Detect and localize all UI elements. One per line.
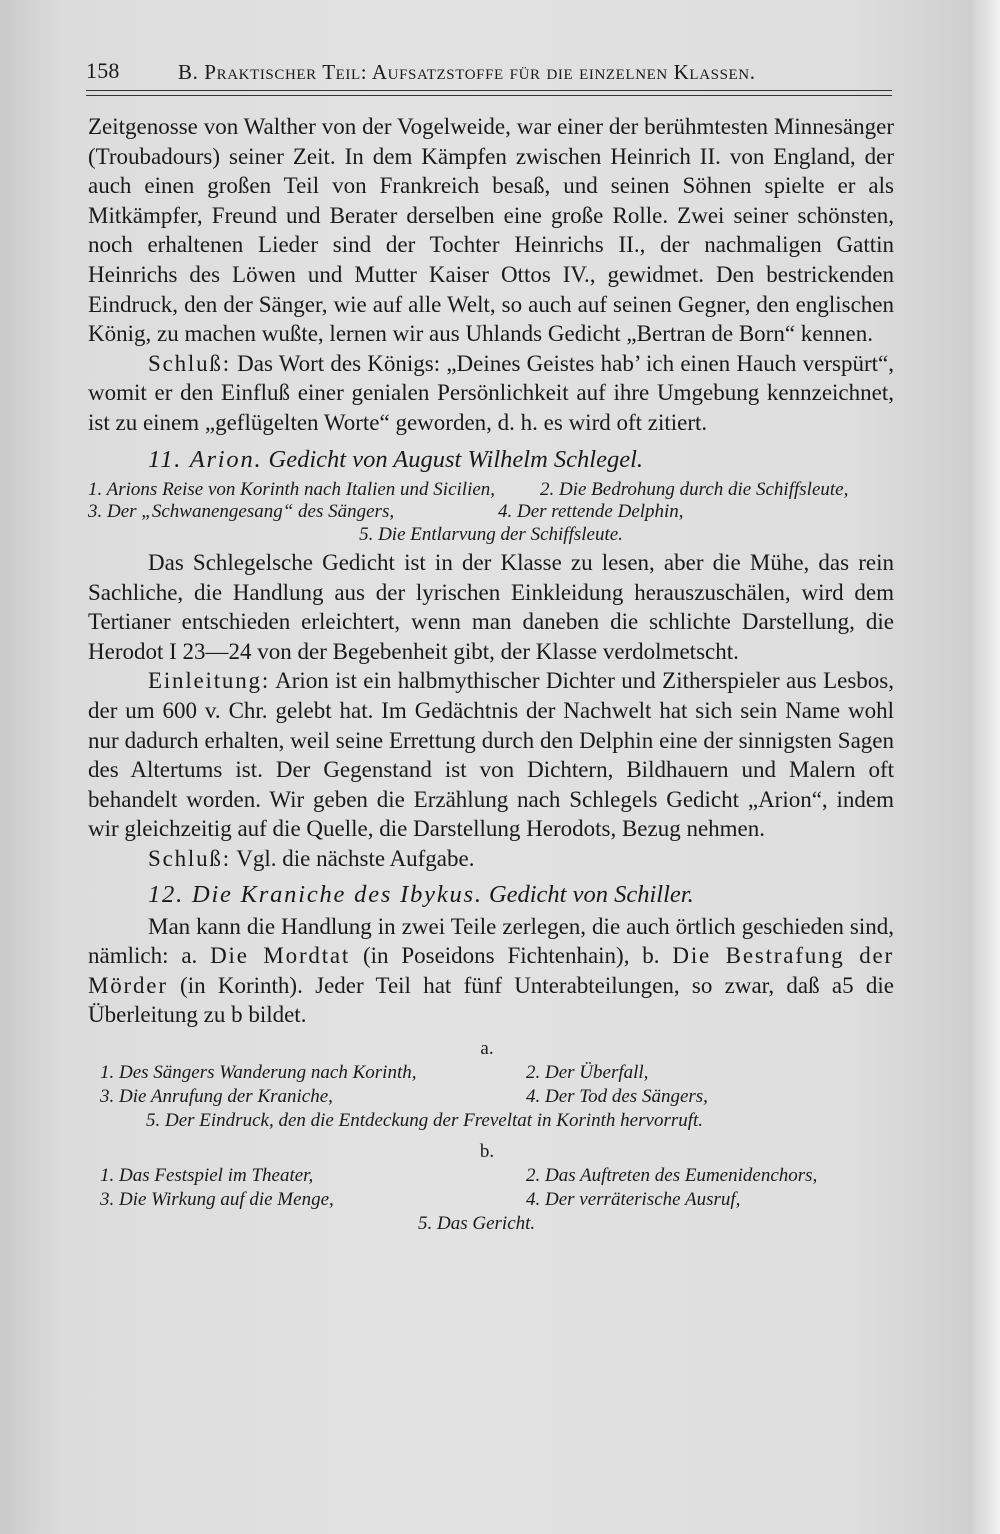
- outline-item: 1. Das Festspiel im Theater,: [100, 1164, 314, 1186]
- paragraph-ibykus: [88, 912, 894, 1030]
- outline-item: 3. Die Anrufung der Kraniche,: [100, 1085, 333, 1107]
- outline-item: 3. Die Wirkung auf die Menge,: [100, 1188, 334, 1210]
- running-title: B. Praktischer Teil: Aufsatzstoffe für die einzelnen Klassen.: [178, 60, 756, 84]
- outline-item: 2. Die Bedrohung durch die Schiffsleute,: [540, 478, 849, 500]
- schluss-label: Schluß:: [148, 845, 231, 871]
- page-header: [86, 58, 896, 92]
- outline-arion: [88, 479, 894, 547]
- einleitung-label: Einleitung:: [148, 668, 271, 694]
- ibykus-text: Man kann die Handlung in zwei Teile zerlegen, die auch örtlich geschieden sind, nämlich: a.: [88, 913, 894, 969]
- page-number: 158: [86, 58, 120, 83]
- paragraph-schluss-1: [88, 349, 894, 438]
- paragraph-bertran: Zeitgenosse von Walther von der Vogelweide, war einer der berühmtesten Minnesänger (Troubadours) seiner Zeit. In dem Kämpfen zwischen Heinrich II. von England, der auch einen großen Teil von Frankreich besaß, und seinen Söhnen spielte er als Mitkämpfer, Freund und Berater derselben eine große Rolle. Zwei seiner schönsten, noch erhaltenen Lieder sind der Tochter Heinrichs II., der nachmaligen Gattin Heinrichs des Löwen und Mutter Kaiser Ottos IV., gewidmet. Den bestrickenden Eindruck, den der Sänger, wie auf alle Welt, so auch auf seinen Gegner, den englischen König, zu machen wußte, lernen wir aus Uhlands Gedicht „Bertran de Born“ kennen.: [88, 114, 894, 347]
- outline-item: 5. Der Eindruck, den die Entdeckung der Freveltat in Korinth hervorruft.: [146, 1109, 704, 1131]
- outline-letter-b: b.: [479, 1140, 495, 1162]
- schluss-text: Vgl. die nächste Aufgabe.: [230, 845, 475, 871]
- section-heading-11: [88, 443, 894, 477]
- header-rule-bottom: [86, 95, 892, 96]
- paragraph-schlegel: Das Schlegelsche Gedicht ist in der Klasse zu lesen, aber die Mühe, das rein Sachliche, die Handlung aus der lyrischen Einkleidung herauszuschälen, wird dem Tertianer entschieden erleichtert, wenn man daneben die schlichte Darstellung, die Herodot I 23—24 von der Begebenheit gibt, der Klasse verdolmetscht.: [88, 550, 894, 664]
- ibykus-text: (in Korinth). Jeder Teil hat fünf Unterabteilungen, so zwar, daß a5 die Überleitung zu b bildet.: [88, 972, 894, 1028]
- part-a-label: Die Mordtat: [210, 943, 351, 969]
- outline-item: 5. Das Gericht.: [418, 1212, 536, 1234]
- outline-item: 3. Der „Schwanengesang“ des Sängers,: [88, 501, 395, 523]
- outline-item: 4. Der Tod des Sängers,: [526, 1085, 708, 1107]
- header-rule-top: [86, 90, 892, 91]
- ibykus-text: (in Poseidons Fichtenhain), b.: [350, 943, 673, 969]
- schluss-text: Das Wort des Königs: „Deines Geistes hab’ ich einen Hauch verspürt“, womit er den Einfluß einer genialen Persönlichkeit auf ihre Umgebung kennzeichnet, ist zu einem „geflügelten Worte“ geworden, d. h. es wird oft zitiert.: [88, 350, 894, 435]
- outline-item: 1. Arions Reise von Korinth nach Italien und Sicilien,: [88, 478, 496, 500]
- section-12-title: 12. Die Kraniche des Ibykus.: [148, 880, 483, 908]
- outline-item: 4. Der rettende Delphin,: [498, 501, 684, 523]
- section-12-subtitle: Gedicht von Schiller.: [482, 880, 694, 908]
- outline-item: 2. Das Auftreten des Eumenidenchors,: [526, 1164, 818, 1186]
- einleitung-text: Arion ist ein halbmythischer Dichter und Zitherspieler aus Lesbos, der um 600 v. Chr. gelebt hat. Im Gedächtnis der Nachwelt hat sich sein Name wohl nur dadurch erhalten, weil seine Errettung durch den Delphin eine der sinnigsten Sagen des Altertums ist. Der Gegenstand ist von Dichtern, Bildhauern und Malern oft behandelt worden. Wir geben die Erzählung nach Schlegels Gedicht „Arion“, indem wir gleichzeitig auf die Quelle, die Darstellung Herodots, Bezug nehmen.: [88, 668, 894, 842]
- schluss-label: Schluß:: [148, 350, 231, 376]
- paragraph-einleitung: [88, 666, 894, 844]
- outline-item: 2. Der Überfall,: [526, 1061, 649, 1083]
- section-11-title: 11. Arion.: [148, 445, 263, 473]
- outline-item: 1. Des Sängers Wanderung nach Korinth,: [100, 1061, 417, 1083]
- outline-item: 5. Die Entlarvung der Schiffsleute.: [359, 523, 623, 545]
- page-body: [88, 112, 894, 1236]
- section-heading-12: [88, 878, 894, 912]
- outline-item: 4. Der verräterische Ausruf,: [526, 1188, 741, 1210]
- outline-ibykus-a: [88, 1036, 894, 1133]
- outline-ibykus-b: [88, 1139, 894, 1236]
- part-b-label: Die Bestrafung der Mörder: [88, 943, 895, 998]
- section-11-subtitle: Gedicht von August Wilhelm Schlegel.: [262, 445, 643, 473]
- outline-letter-a: a.: [480, 1037, 494, 1059]
- paragraph-schluss-2: [88, 844, 894, 874]
